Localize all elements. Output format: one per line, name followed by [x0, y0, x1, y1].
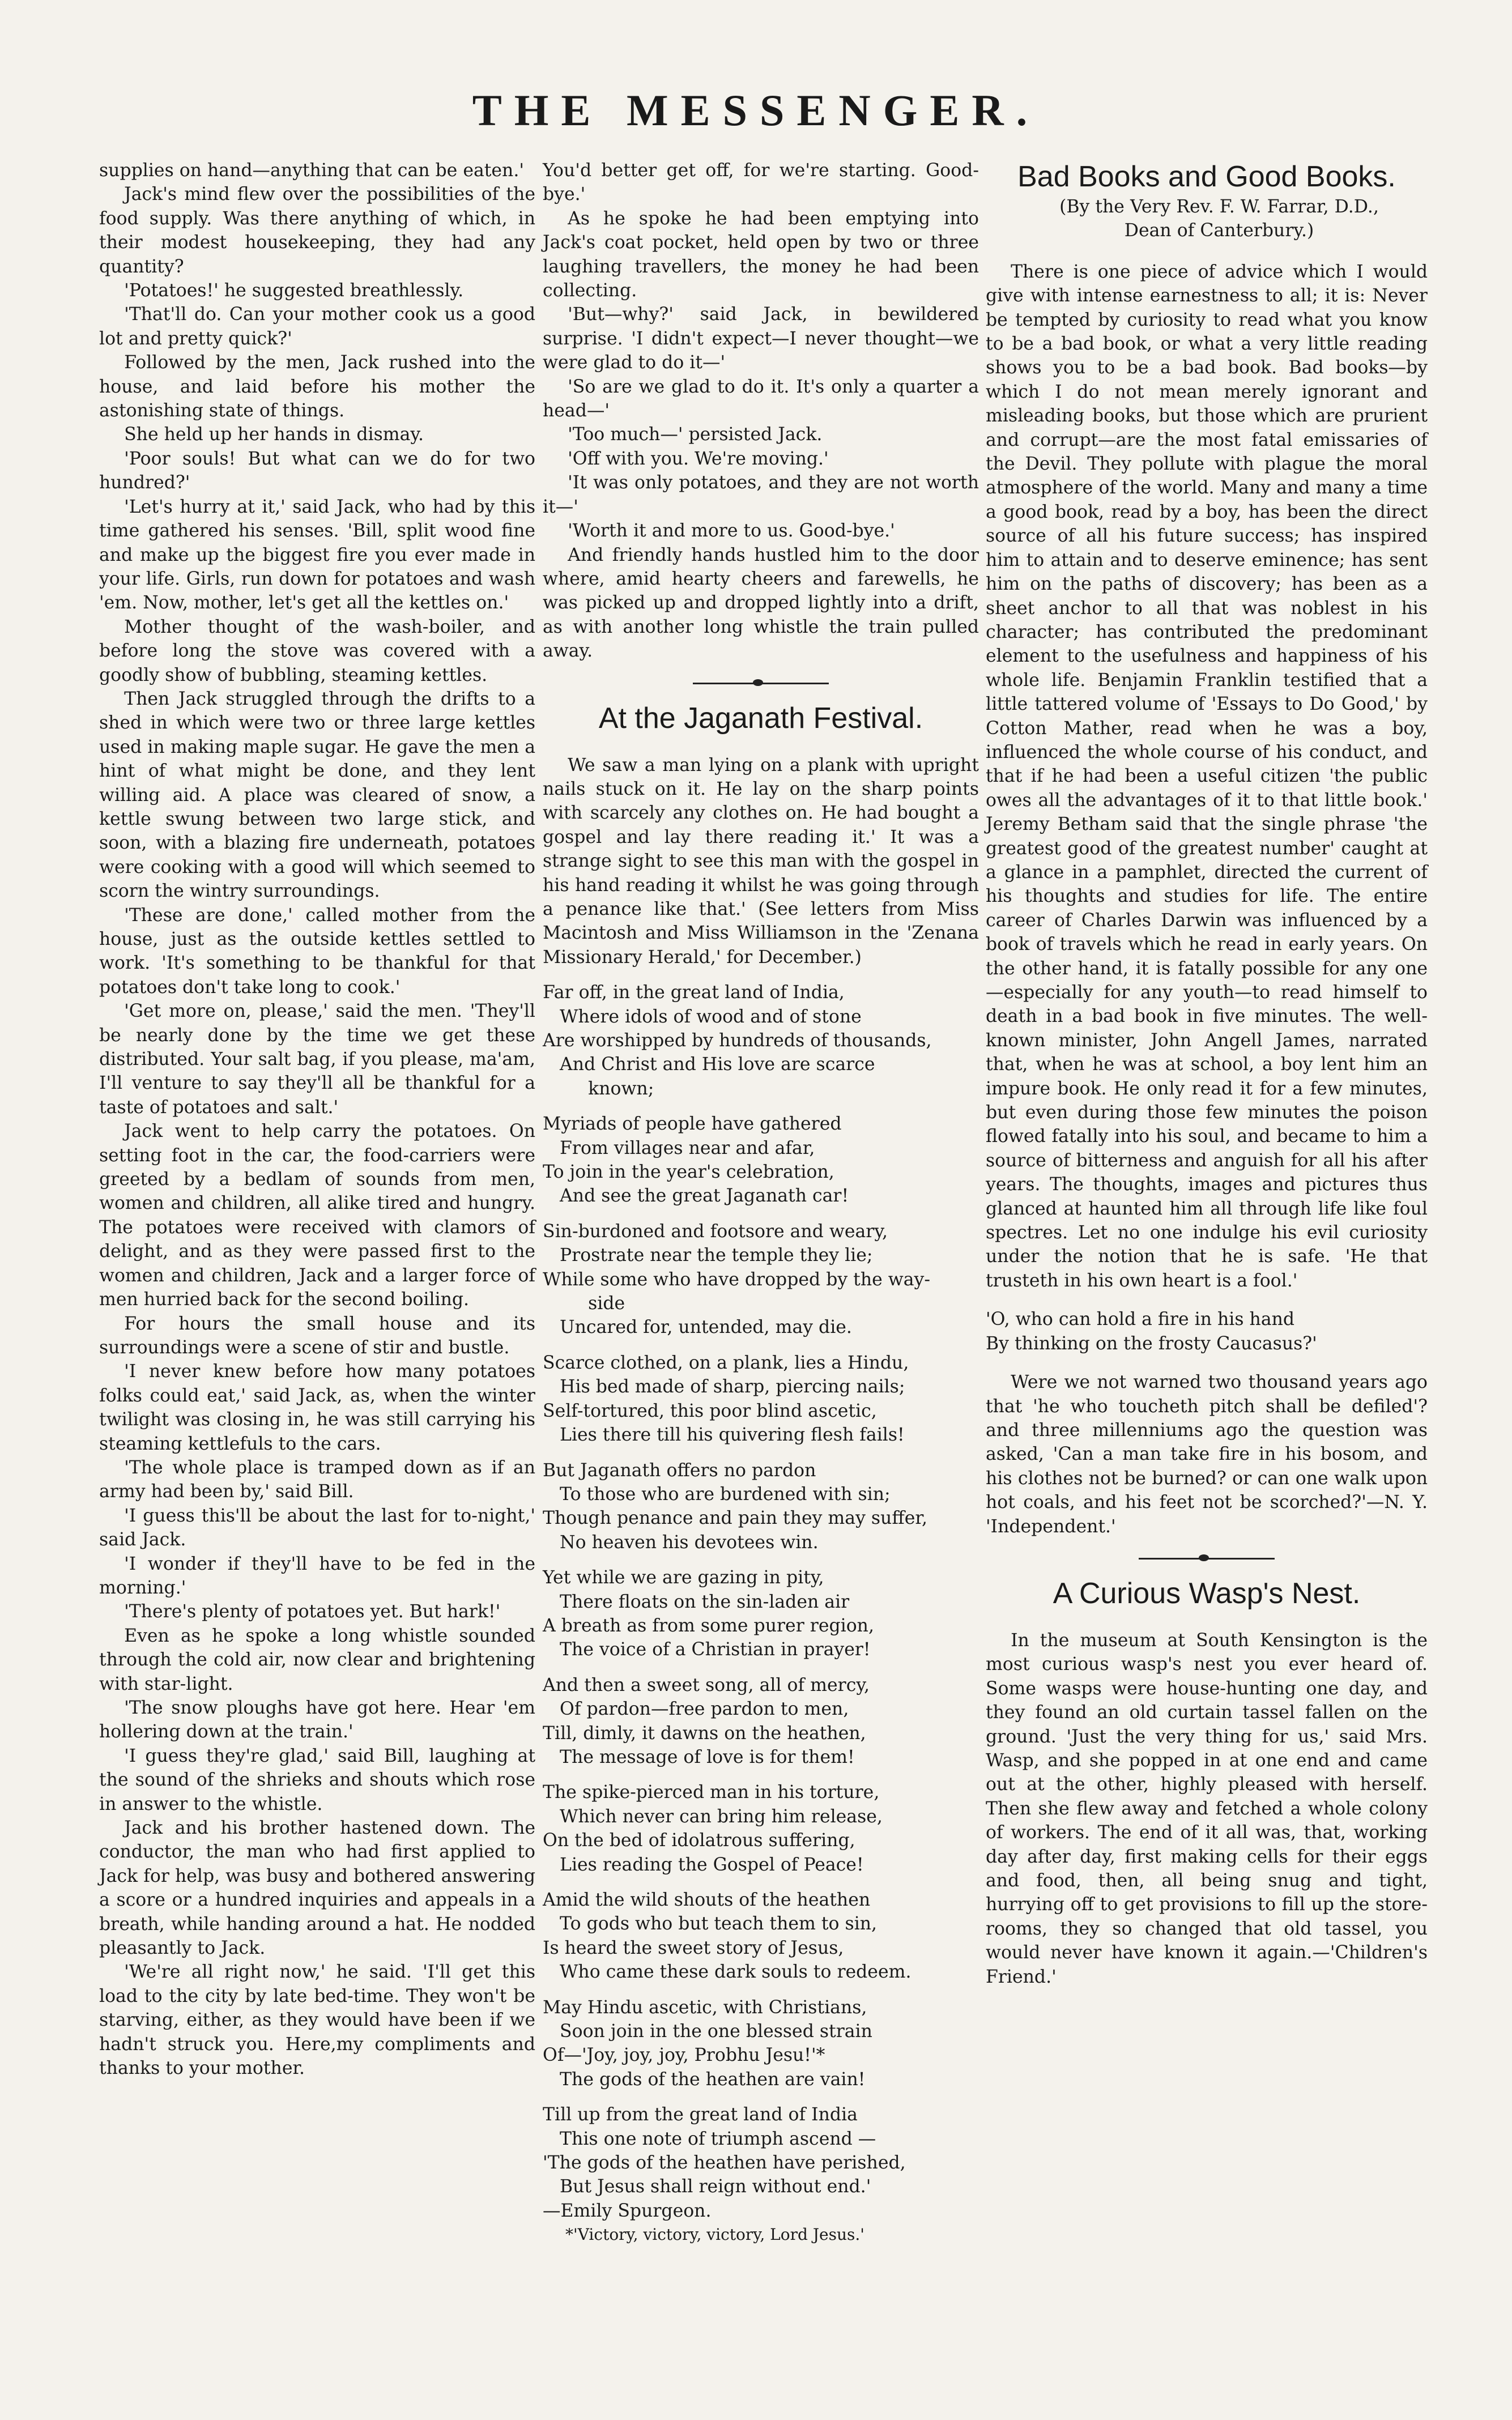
poem-line: 'The gods of the heathen have perished, — [543, 2153, 906, 2174]
masthead-title: THE MESSENGER. — [472, 86, 1040, 135]
story-paragraph: 'These are done,' called mother from the house, just as the outside kettles settled to work. 'It's something to be thankful for that potatoes don't take long to cook.' — [99, 905, 535, 998]
poem-line: A breath as from some purer region, — [543, 1615, 874, 1636]
poem-stanza — [543, 1780, 979, 1877]
poem-line: But Jesus shall reign without end.' — [543, 2176, 871, 2197]
story-paragraph: 'Potatoes!' he suggested breathlessly. — [124, 280, 464, 301]
poem-stanza — [543, 1888, 979, 1984]
poem-line: Though penance and pain they may suffer, — [543, 1508, 927, 1529]
poem-line: Soon join in the one blessed strain — [543, 2021, 872, 2042]
story-paragraph: 'I wonder if they'll have to be fed in the morning.' — [99, 1553, 535, 1598]
poem-line: To gods who but teach them to sin, — [543, 1914, 878, 1935]
bad-books-conclusion: Were we not warned two thousand years ago that 'he who toucheth pitch shall be defiled'? and three millenniums ago the question was asked, 'Can a man take fire in his bosom, and his clothes not be burned? or can one walk upon hot coals, and his feet not be scorched?'—N. Y. 'Independent.' — [986, 1372, 1428, 1537]
story-paragraph: 'I never knew before how many potatoes folks could eat,' said Jack, as, when the winter twilight was closing in, he was still carrying his steaming kettlefuls to the cars. — [99, 1361, 535, 1454]
poem-stanza — [543, 1996, 979, 2092]
poem-line: And see the great Jaganath car! — [543, 1186, 849, 1207]
byline-title: Dean of Canterbury.) — [1124, 220, 1314, 241]
story-paragraph: Jack and his brother hastened down. The conductor, the man who had first applied to Jack for help, was busy and bothered answering a score or a hundred inquiries and appeals in a breath, while handing around a hat. He nodded pleasantly to Jack. — [99, 1818, 535, 1959]
poem-line: Scarce clothed, on a plank, lies a Hindu, — [543, 1352, 909, 1373]
poem-line: Of—'Joy, joy, joy, Probhu Jesu!'* — [543, 2045, 825, 2066]
poem-line: May Hindu ascetic, with Christians, — [543, 1997, 867, 2018]
jaganath-heading: At the Jaganath Festival. — [598, 701, 923, 735]
poem-line: Which never can bring him release, — [543, 1806, 883, 1827]
story-paragraph: 'Let's hurry at it,' said Jack, who had by this time gathered his senses. 'Bill, split wood fine and make up the biggest fire you ever made in your life. Girls, run down for potatoes and wash 'em. Now, mother, let's get all the kettles on.' — [99, 496, 535, 613]
poem-line: Of pardon—free pardon to men, — [543, 1699, 849, 1720]
story-paragraph: 'Poor souls! But what can we do for two hundred?' — [99, 448, 535, 493]
poem-line: Are worshipped by hundreds of thousands, — [543, 1030, 932, 1051]
story-paragraph: 'The whole place is tramped down as if an army had been by,' said Bill. — [99, 1457, 535, 1502]
story-paragraph: 'We're all right now,' he said. 'I'll get this load to the city by late bed-time. They won't be starving, either, as they would have been if we hadn't struck you. Here,my compliments and thanks to your mother. — [99, 1962, 535, 2079]
poem-line: Lies there till his quivering flesh fails! — [543, 1425, 905, 1446]
byline-author: (By the Very Rev. F. W. Farrar, D.D., — [1059, 197, 1379, 217]
poem-line: The voice of a Christian in prayer! — [543, 1639, 871, 1660]
story-paragraph: And friendly hands hustled him to the door where, amid hearty cheers and farewells, he was picked up and dropped lightly into a drift, as with another long whistle the train pulled away. — [543, 544, 979, 662]
jaganath-poem — [543, 981, 979, 2223]
poem-line: Uncared for, untended, may die. — [543, 1317, 852, 1338]
wasp-nest-body: In the museum at South Kensington is the most curious wasp's nest you ever heard of. Some wasps were house-hunting one day, and they found an old curtain tassel fallen on the ground. 'Just the very thing for us,' said Mrs. Wasp, and she popped in at one end and came out at the other, highly pleased with herself. Then she flew away and fetched a whole colony of workers. The end of it all was, that, working day after day, first making cells for their eggs and food, then, all being snug and tight, hurrying off to get provisions to fill up the store-rooms, they so changed that old tassel, you would never have known it again.—'Children's Friend.' — [986, 1630, 1428, 1987]
poem-line: No heaven his devotees win. — [543, 1532, 819, 1553]
story-paragraph: 'The snow ploughs have got here. Hear 'em hollering down at the train.' — [99, 1698, 535, 1742]
story-paragraph: supplies on hand—anything that can be eaten.' — [99, 160, 525, 181]
story-paragraph: 'But—why?' said Jack, in bewildered surprise. 'I didn't expect—I never thought—we were glad to do it—' — [543, 304, 979, 373]
poem-line: Till up from the great land of India — [543, 2104, 858, 2125]
poem-line: Who came these dark souls to redeem. — [543, 1962, 912, 1983]
poem-line: On the bed of idolatrous suffering, — [543, 1830, 855, 1851]
poem-line: From villages near and afar, — [543, 1137, 815, 1158]
story-paragraph: 'Off with you. We're moving.' — [568, 448, 829, 469]
poem-line: To those who are burdened with sin; — [543, 1484, 891, 1505]
story-paragraph: Mother thought of the wash-boiler, and before long the stove was covered with a goodly show of bubbling, steaming kettles. — [99, 616, 535, 685]
section-divider — [693, 683, 829, 684]
poem-line: And Christ and His love are scarce — [543, 1054, 875, 1075]
poem-line: Yet while we are gazing in pity, — [543, 1567, 824, 1588]
bad-books-body: There is one piece of advice which I would give with intense earnestness to all; it is: Never be tempted by curiosity to read what you know to be a bad book, or what a very little reading shows you to be a bad book. Bad books—by which I do not mean merely ignorant and misleading books, but those which are prurient and corrupt—are the most fatal emissaries of the Devil. They pollute with plague the moral atmosphere of the world. Many and many a time a good book, read by a boy, has been the direct source of all his future success; has inspired him to attain and to deserve eminence; has sent him on the paths of discovery; has been as a sheet anchor to all that was noblest in his character; has contributed the predominant element to the usefulness and happiness of his whole life. Benjamin Franklin testified that a little tattered volume of 'Essays to Do Good,' by Cotton Mather, read when he was a boy, influenced the whole course of his conduct, and that if he had been a useful citizen 'the public owes all the advantages of it to that little book.' Jeremy Betham said that the single phrase 'the greatest good of the greatest number' caught at a glance in a pamphlet, directed the current of his thoughts and studies for life. The entire career of Charles Darwin was influenced by a book of travels which he read in early years. On the other hand, it is fatally possible for any one—especially for any youth—to read himself to death in a bad book in five minutes. The well-known minister, John Angell James, narrated that, when he was at school, a boy lent him an impure book. He only read it for a few minutes, but even during those few minutes the poison flowed fatally into his soul, and became to him a source of bitterness and anguish for all his after years. The thoughts, images and pictures thus glanced at haunted him all through life like foul spectres. Let no one indulge his evil curiosity under the notion that he is safe. 'He that trusteth in his own heart is a fool.' — [986, 261, 1428, 1291]
poem-stanza — [543, 1673, 979, 1770]
story-paragraph: Even as he spoke a long whistle sounded through the cold air, now clear and brightening with star-light. — [99, 1625, 535, 1694]
story-paragraph: Jack went to help carry the potatoes. On setting foot in the car, the food-carriers were greeted by a bedlam of sounds from men, women and children, all alike tired and hungry. The potatoes were received with clamors of delight, and as they were passed first to the women and children, Jack and a larger force of men hurried back for the second boiling. — [99, 1121, 535, 1310]
poem-stanza — [543, 1112, 979, 1208]
story-paragraph: She held up her hands in dismay. — [124, 424, 424, 445]
poem-line: This one note of triumph ascend — — [543, 2128, 876, 2149]
column-3 — [986, 159, 1428, 1989]
poem-line: Is heard the sweet story of Jesus, — [543, 1937, 844, 1958]
section-divider — [1139, 1558, 1275, 1560]
poem-line: The gods of the heathen are vain! — [543, 2069, 866, 2090]
bad-books-heading: Bad Books and Good Books. — [1017, 160, 1396, 193]
poem-line: side — [543, 1293, 625, 1314]
poem-line: And then a sweet song, all of mercy, — [543, 1675, 870, 1695]
poem-stanza — [543, 981, 979, 1101]
poem-line: His bed made of sharp, piercing nails; — [543, 1377, 905, 1398]
story-continuation — [543, 159, 979, 663]
poem-line: While some who have dropped by the way- — [543, 1269, 930, 1290]
poem-stanza — [543, 1459, 979, 1555]
story-paragraph: Followed by the men, Jack rushed into the house, and laid before his mother the astonishing state of things. — [99, 352, 535, 421]
poem-stanza — [543, 1351, 979, 1447]
story-paragraph: 'It was only potatoes, and they are not worth it—' — [543, 472, 979, 517]
poem-line: To join in the year's celebration, — [543, 1162, 834, 1183]
story-paragraph: You'd better get off, for we're starting. Good-bye.' — [543, 160, 979, 205]
quote-line: By thinking on the frosty Caucasus?' — [986, 1333, 1317, 1354]
story-paragraph: 'I guess this'll be about the last for to-night,' said Jack. — [99, 1505, 535, 1550]
column-1 — [99, 159, 535, 2081]
poem-stanza — [543, 1566, 979, 1662]
story-paragraph: 'That'll do. Can your mother cook us a good lot and pretty quick?' — [99, 304, 535, 349]
story-paragraph: For hours the small house and its surroundings were a scene of stir and bustle. — [99, 1313, 535, 1358]
poem-line: known; — [543, 1078, 654, 1099]
quote-line: 'O, who can hold a fire in his hand — [986, 1309, 1295, 1330]
wasp-nest-heading: A Curious Wasp's Nest. — [1053, 1577, 1361, 1610]
poem-line: Sin-burdoned and footsore and weary, — [543, 1221, 888, 1242]
poem-line: Amid the wild shouts of the heathen — [543, 1890, 871, 1910]
story-paragraph: 'So are we glad to do it. It's only a quarter a head—' — [543, 376, 979, 421]
story-paragraph: 'I guess they're glad,' said Bill, laughing at the sound of the shrieks and shouts which rose in answer to the whistle. — [99, 1745, 535, 1814]
story-paragraph: 'Worth it and more to us. Good-bye.' — [568, 521, 895, 542]
story-paragraph: As he spoke he had been emptying into Jack's coat pocket, held open by two or three laughing travellers, the money he had been collecting. — [543, 208, 979, 301]
story-paragraph: Then Jack struggled through the drifts to a shed in which were two or three large kettles used in making maple sugar. He gave the men a hint of what might be done, and they lent willing aid. A place was cleared of snow, a kettle swung between two large stick, and soon, with a blazing fire underneath, potatoes were cooking with a good will which seemed to scorn the wintry surroundings. — [99, 688, 535, 902]
poem-line: The message of love is for them! — [543, 1746, 855, 1767]
poem-line: Self-tortured, this poor blind ascetic, — [543, 1400, 877, 1421]
poem-line: The spike-pierced man in his torture, — [543, 1782, 880, 1803]
column-2 — [543, 159, 979, 2247]
story-paragraph: 'Too much—' persisted Jack. — [568, 424, 823, 445]
poem-line: Myriads of people have gathered — [543, 1114, 842, 1135]
poem-footnote: *'Victory, victory, victory, Lord Jesus.' — [565, 2225, 864, 2244]
poem-stanza — [543, 2103, 979, 2223]
caucasus-quote — [986, 1307, 1428, 1356]
poem-line: There floats on the sin-laden air — [543, 1591, 850, 1612]
poem-line: —Emily Spurgeon. — [543, 2200, 712, 2221]
poem-line: Till, dimly, it dawns on the heathen, — [543, 1723, 866, 1744]
poem-line: Lies reading the Gospel of Peace! — [543, 1854, 864, 1875]
poem-line: Where idols of wood and of stone — [543, 1006, 862, 1027]
story-paragraph: Jack's mind flew over the possibilities of the food supply. Was there anything of which, in their modest housekeeping, they had any quantity? — [99, 184, 535, 277]
poem-line: Prostrate near the temple they lie; — [543, 1245, 873, 1266]
poem-line: But Jaganath offers no pardon — [543, 1460, 816, 1481]
poem-line: Far off, in the great land of India, — [543, 982, 845, 1003]
story-paragraph: 'Get more on, please,' said the men. 'They'll be nearly done by the time we get these distributed. Your salt bag, if you please, ma'am, I'll venture to say they'll all be thankful for a taste of potatoes and salt.' — [99, 1001, 535, 1118]
story-paragraph: 'There's plenty of potatoes yet. But hark!' — [124, 1601, 501, 1622]
poem-stanza — [543, 1220, 979, 1340]
jaganath-intro: We saw a man lying on a plank with upright nails stuck on it. He lay on the sharp points with scarcely any clothes on. He had bought a gospel and lay there reading it.' It was a strange sight to see this man with the gospel in his hand reading it whilst he was going through a penance like that.' (See letters from Miss Macintosh and Miss Williamson in the 'Zenana Missionary Herald,' for December.) — [543, 755, 979, 968]
